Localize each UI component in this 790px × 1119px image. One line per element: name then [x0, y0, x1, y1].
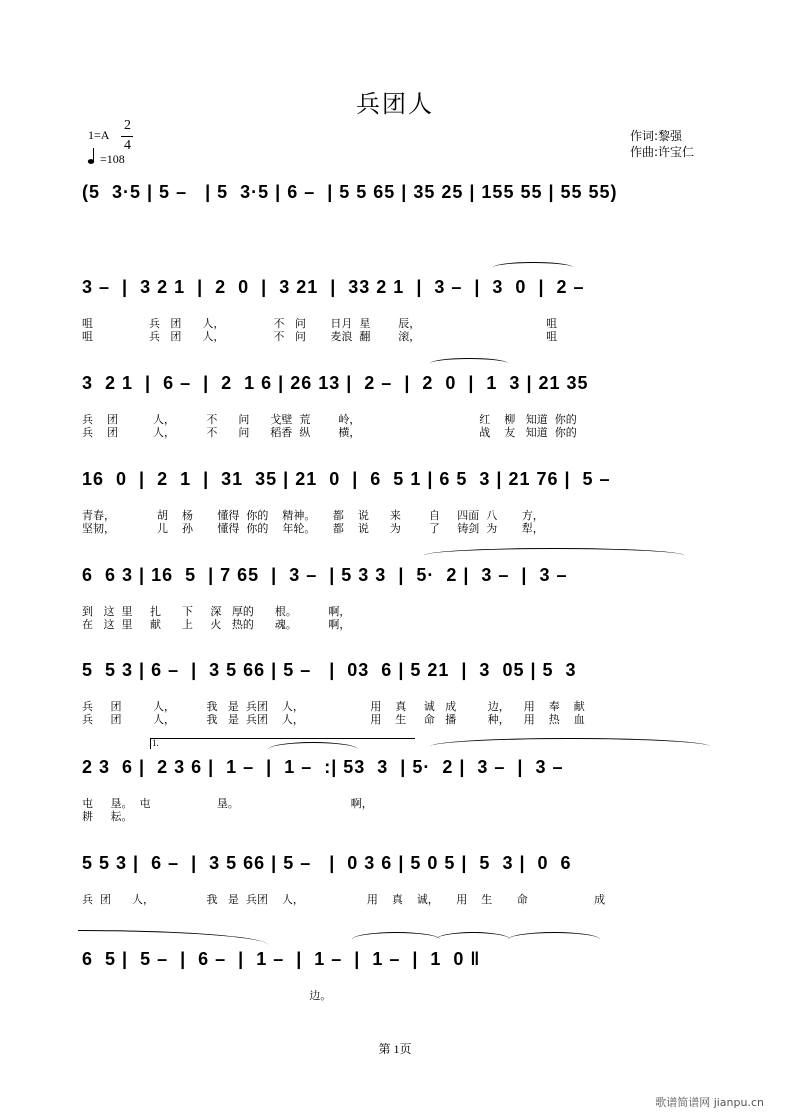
- lyric-verse-1: 咀 兵 团 人， 不 问 日月 星 辰， 咀: [82, 317, 558, 330]
- lyric-verse-2: 兵 团 人， 不 问 稻香 纵 横， 战 友 知道 你的: [82, 426, 577, 439]
- lyric-verse-2: 咀 兵 团 人， 不 问 麦浪 翻 滚， 咀: [82, 330, 558, 343]
- lyric-verse-1: 兵 团 人， 我 是 兵团 人， 用 真 诚 成 边， 用 奉 献: [82, 700, 585, 713]
- lyric-verse-2: 在 这 里 献 上 火 热的 魂。 啊，: [82, 618, 351, 631]
- notation-line: 6 6 3 | 16 5 | 7 65 | 3 – | 5 3 3 | 5· 2 | 3 – | 3 –: [82, 565, 568, 585]
- slur-mark: [352, 932, 440, 947]
- tempo-marking: =108: [100, 152, 125, 166]
- slur-mark: [424, 548, 684, 563]
- lyric-verse-2: 兵 团 人， 我 是 兵团 人， 用 生 命 播 种， 用 热 血: [82, 713, 585, 726]
- slur-mark: [430, 358, 508, 369]
- notation-line: 6 5 | 5 – | 6 – | 1 – | 1 – | 1 – | 1 0 ‖: [82, 949, 481, 969]
- lyric-verse-2: 耕 耘。: [82, 810, 133, 823]
- notation-line: 5 5 3 | 6 – | 3 5 66 | 5 – | 03 6 | 5 21 | 3 05 | 5 3: [82, 660, 577, 680]
- notation-line: 3 2 1 | 6 – | 2 1 6 | 26 13 | 2 – | 2 0 | 1 3 | 21 35: [82, 373, 589, 393]
- notation-line: 2 3 6 | 2 3 6 | 1 – | 1 – :| 53 3 | 5· 2 | 3 – | 3 –: [82, 757, 564, 777]
- lyric-verse-1: 兵 团 人， 我 是 兵团 人， 用 真 诚， 用 生 命 成: [82, 893, 606, 906]
- key-signature: 1=A: [88, 128, 110, 142]
- notation-line: 5 5 3 | 6 – | 3 5 66 | 5 – | 0 3 6 | 5 0 5 | 5 3 | 0 6: [82, 853, 572, 873]
- slur-mark: [430, 738, 710, 755]
- slur-mark: [268, 742, 358, 757]
- time-signature-numerator: 2: [124, 118, 131, 133]
- slur-mark: [493, 262, 573, 273]
- page-title: 兵团人: [356, 90, 434, 118]
- lyric-verse-2: 坚韧， 儿 孙 懂得 你的 年轮。 都 说 为 了 铸剑 为 犁，: [82, 522, 544, 535]
- slur-mark: [78, 930, 268, 945]
- lyric-verse-1: 兵 团 人， 不 问 戈壁 荒 岭， 红 柳 知道 你的: [82, 413, 577, 426]
- composer-credit: 作曲:许宝仁: [630, 145, 695, 159]
- lyricist-credit: 作词:黎强: [630, 129, 683, 143]
- slur-mark: [436, 932, 510, 947]
- lyric-verse-1: 屯 垦。 屯 垦。 啊，: [82, 797, 373, 810]
- notation-line: 3 – | 3 2 1 | 2 0 | 3 21 | 33 2 1 | 3 – | 3 0 | 2 –: [82, 277, 585, 297]
- quarter-note-icon: [87, 147, 95, 165]
- notation-line: 16 0 | 2 1 | 31 35 | 21 0 | 6 5 1 | 6 5 3 | 21 76 | 5 –: [82, 469, 611, 489]
- volta-label: 1.: [152, 738, 159, 748]
- time-signature-divider: [121, 136, 133, 137]
- time-signature-denominator: 4: [124, 138, 131, 153]
- notation-line: (5 3·5 | 5 – | 5 3·5 | 6 – | 5 5 65 | 35 25 | 155 55 | 55 55): [82, 182, 618, 202]
- slur-mark: [508, 932, 600, 947]
- lyric-verse-1: 边。: [82, 989, 332, 1002]
- page-number: 第 1页: [378, 1042, 412, 1056]
- lyric-verse-1: 到 这 里 扎 下 深 厚的 根。 啊，: [82, 605, 351, 618]
- watermark: 歌谱简谱网 jianpu.cn: [655, 1096, 764, 1109]
- lyric-verse-1: 青春， 胡 杨 懂得 你的 精神。 都 说 来 自 四面 八 方，: [82, 509, 544, 522]
